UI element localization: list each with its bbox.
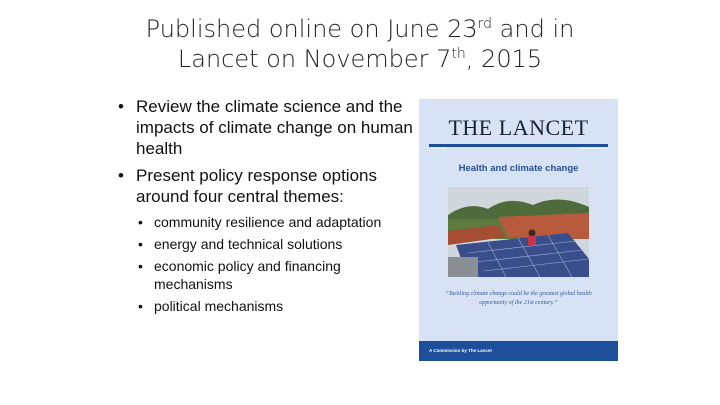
bullet-text: Review the climate science and the impacts of climate change on human health: [136, 97, 413, 158]
sub-bullet-glyph: •: [138, 258, 143, 274]
title-line-1-superscript: rd: [477, 16, 493, 32]
photo-wall: [448, 257, 478, 277]
title-line-2-text: Lancet on November 7: [177, 45, 452, 73]
sub-bullet-text: economic policy and financing mechanisms: [154, 258, 341, 292]
title-line-1: [60, 14, 660, 44]
title-line-2: [60, 44, 660, 74]
sub-bullet-list: [118, 213, 418, 315]
sub-bullet-item: [138, 297, 418, 315]
cover-footer-bar: [419, 341, 618, 361]
sub-bullet-text: political mechanisms: [154, 298, 284, 314]
bullet-item: [118, 165, 418, 207]
cover-date: June, 2015: [431, 146, 446, 150]
photo-person-head: [529, 230, 536, 237]
photo-roof: [498, 213, 589, 239]
sub-bullet-item: [138, 213, 418, 231]
solar-panel-photo: [448, 187, 589, 277]
sub-bullet-item: [138, 257, 418, 293]
sub-bullet-item: [138, 235, 418, 253]
cover-url: www.thelancet.com: [580, 146, 606, 150]
sub-bullet-glyph: •: [138, 236, 143, 252]
bullet-text: Present policy response options around four central themes:: [136, 166, 377, 206]
title-line-1-text: Published online on June 23: [145, 15, 478, 43]
lancet-cover-image: [419, 99, 618, 361]
cover-quote: “Tackling climate change could be the greatest global health opportunity of the 21st century.”: [445, 291, 592, 306]
sub-bullet-text: energy and technical solutions: [154, 236, 343, 252]
cover-masthead: THE LANCET: [448, 115, 589, 140]
title-line-2-tail: , 2015: [465, 45, 543, 73]
title-line-1-tail: and in: [492, 15, 575, 43]
bullet-glyph: •: [118, 97, 124, 116]
slide-title: [60, 14, 660, 74]
bullet-item: [118, 96, 418, 159]
sub-bullet-glyph: •: [138, 214, 143, 230]
cover-headline: Health and climate change: [458, 163, 579, 174]
sub-bullet-text: community resilience and adaptation: [154, 214, 382, 230]
bullet-glyph: •: [118, 166, 124, 185]
title-line-2-superscript: th: [451, 46, 466, 62]
cover-footer-text: A Commission by The Lancet: [429, 348, 492, 353]
photo-person-shirt: [528, 236, 536, 245]
bullet-list: [118, 96, 418, 319]
sub-bullet-glyph: •: [138, 298, 143, 314]
